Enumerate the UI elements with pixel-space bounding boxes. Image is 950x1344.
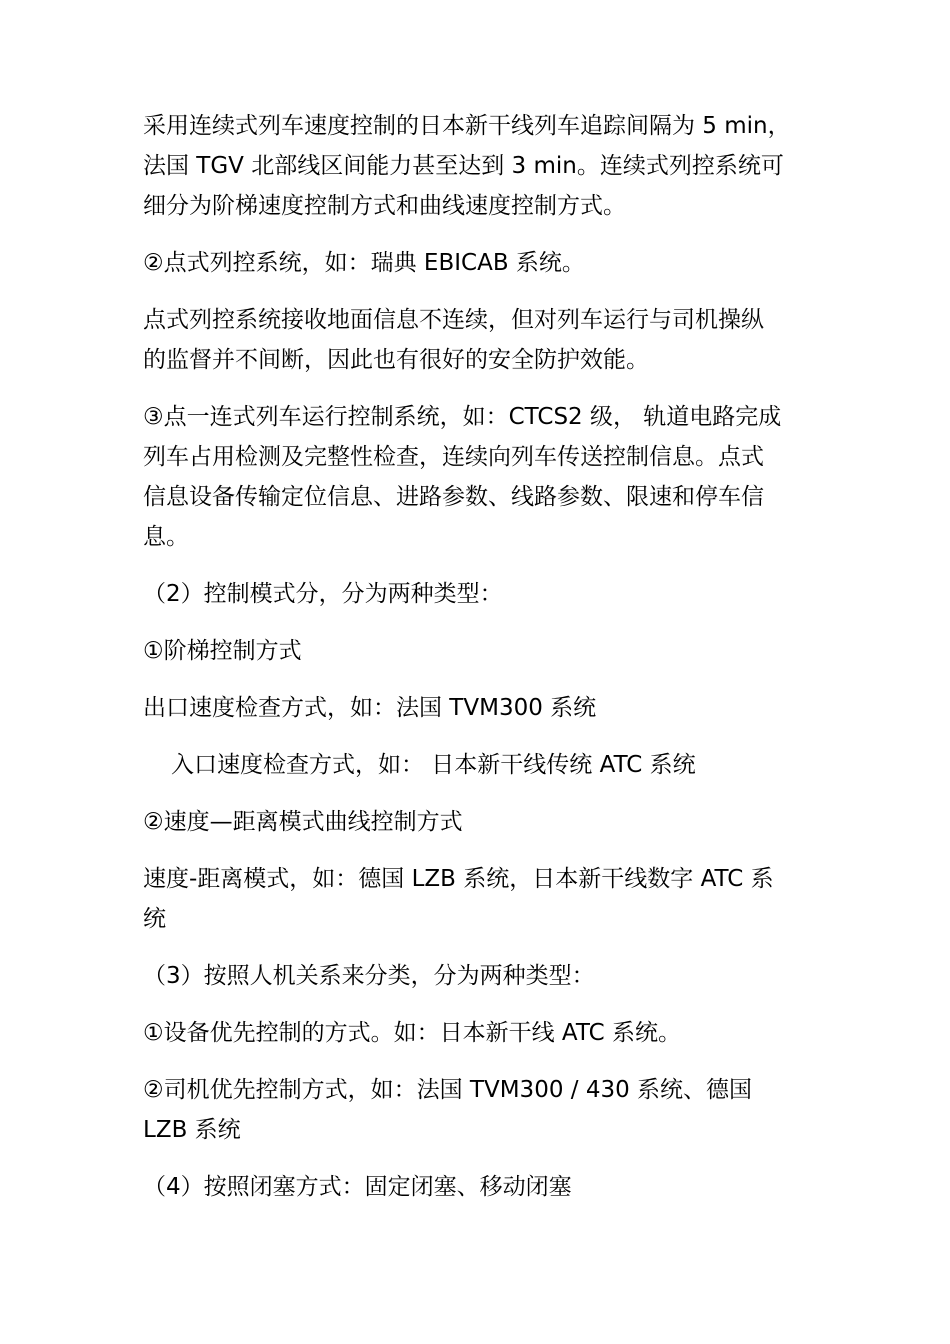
document-body <box>143 106 843 1224</box>
text-line: 点式列控系统接收地面信息不连续，但对列车运行与司机操纵 <box>143 307 764 333</box>
text-line: 的监督并不间断，因此也有很好的安全防护效能。 <box>143 347 649 373</box>
text-line: 信息设备传输定位信息、进路参数、线路参数、限速和停车信 <box>143 484 764 510</box>
text-line: ①阶梯控制方式 <box>143 638 302 664</box>
paragraph-point-continuous-system <box>143 397 843 557</box>
text-line: 采用连续式列车速度控制的日本新干线列车追踪间隔为 5 min， <box>143 113 791 139</box>
heading-control-mode <box>143 574 843 614</box>
item-speed-distance-mode <box>143 859 843 939</box>
text-line: 列车占用检测及完整性检查，连续向列车传送控制信息。点式 <box>143 444 764 470</box>
text-line: （3）按照人机关系来分类，分为两种类型： <box>143 963 595 989</box>
text-line: ②点式列控系统，如：瑞典 EBICAB 系统。 <box>143 250 585 276</box>
text-line: ②速度—距离模式曲线控制方式 <box>143 809 463 835</box>
paragraph-continuous-control <box>143 106 843 226</box>
text-line: 入口速度检查方式，如： 日本新干线传统 ATC 系统 <box>171 752 696 778</box>
paragraph-point-type-description <box>143 300 843 380</box>
item-exit-speed-check <box>143 688 843 728</box>
item-entry-speed-check <box>143 745 843 785</box>
text-line: 细分为阶梯速度控制方式和曲线速度控制方式。 <box>143 193 626 219</box>
text-line: 速度-距离模式，如：德国 LZB 系统，日本新干线数字 ATC 系 <box>143 866 774 892</box>
item-step-control <box>143 631 843 671</box>
heading-man-machine <box>143 956 843 996</box>
text-line: 法国 TGV 北部线区间能力甚至达到 3 min。连续式列控系统可 <box>143 153 784 179</box>
text-line: ②司机优先控制方式，如：法国 TVM300 / 430 系统、德国 <box>143 1077 753 1103</box>
text-line: （2）控制模式分，分为两种类型： <box>143 581 503 607</box>
text-line: 息。 <box>143 524 189 550</box>
text-line: 统 <box>143 906 166 932</box>
text-line: ①设备优先控制的方式。如：日本新干线 ATC 系统。 <box>143 1020 681 1046</box>
item-equipment-priority <box>143 1013 843 1053</box>
text-line: （4）按照闭塞方式：固定闭塞、移动闭塞 <box>143 1174 572 1200</box>
item-driver-priority <box>143 1070 843 1150</box>
paragraph-point-type-system <box>143 243 843 283</box>
heading-block-mode <box>143 1167 843 1207</box>
text-line: 出口速度检查方式，如：法国 TVM300 系统 <box>143 695 597 721</box>
item-speed-distance-curve <box>143 802 843 842</box>
text-line: ③点一连式列车运行控制系统，如：CTCS2 级， 轨道电路完成 <box>143 404 782 430</box>
text-line: LZB 系统 <box>143 1117 241 1143</box>
